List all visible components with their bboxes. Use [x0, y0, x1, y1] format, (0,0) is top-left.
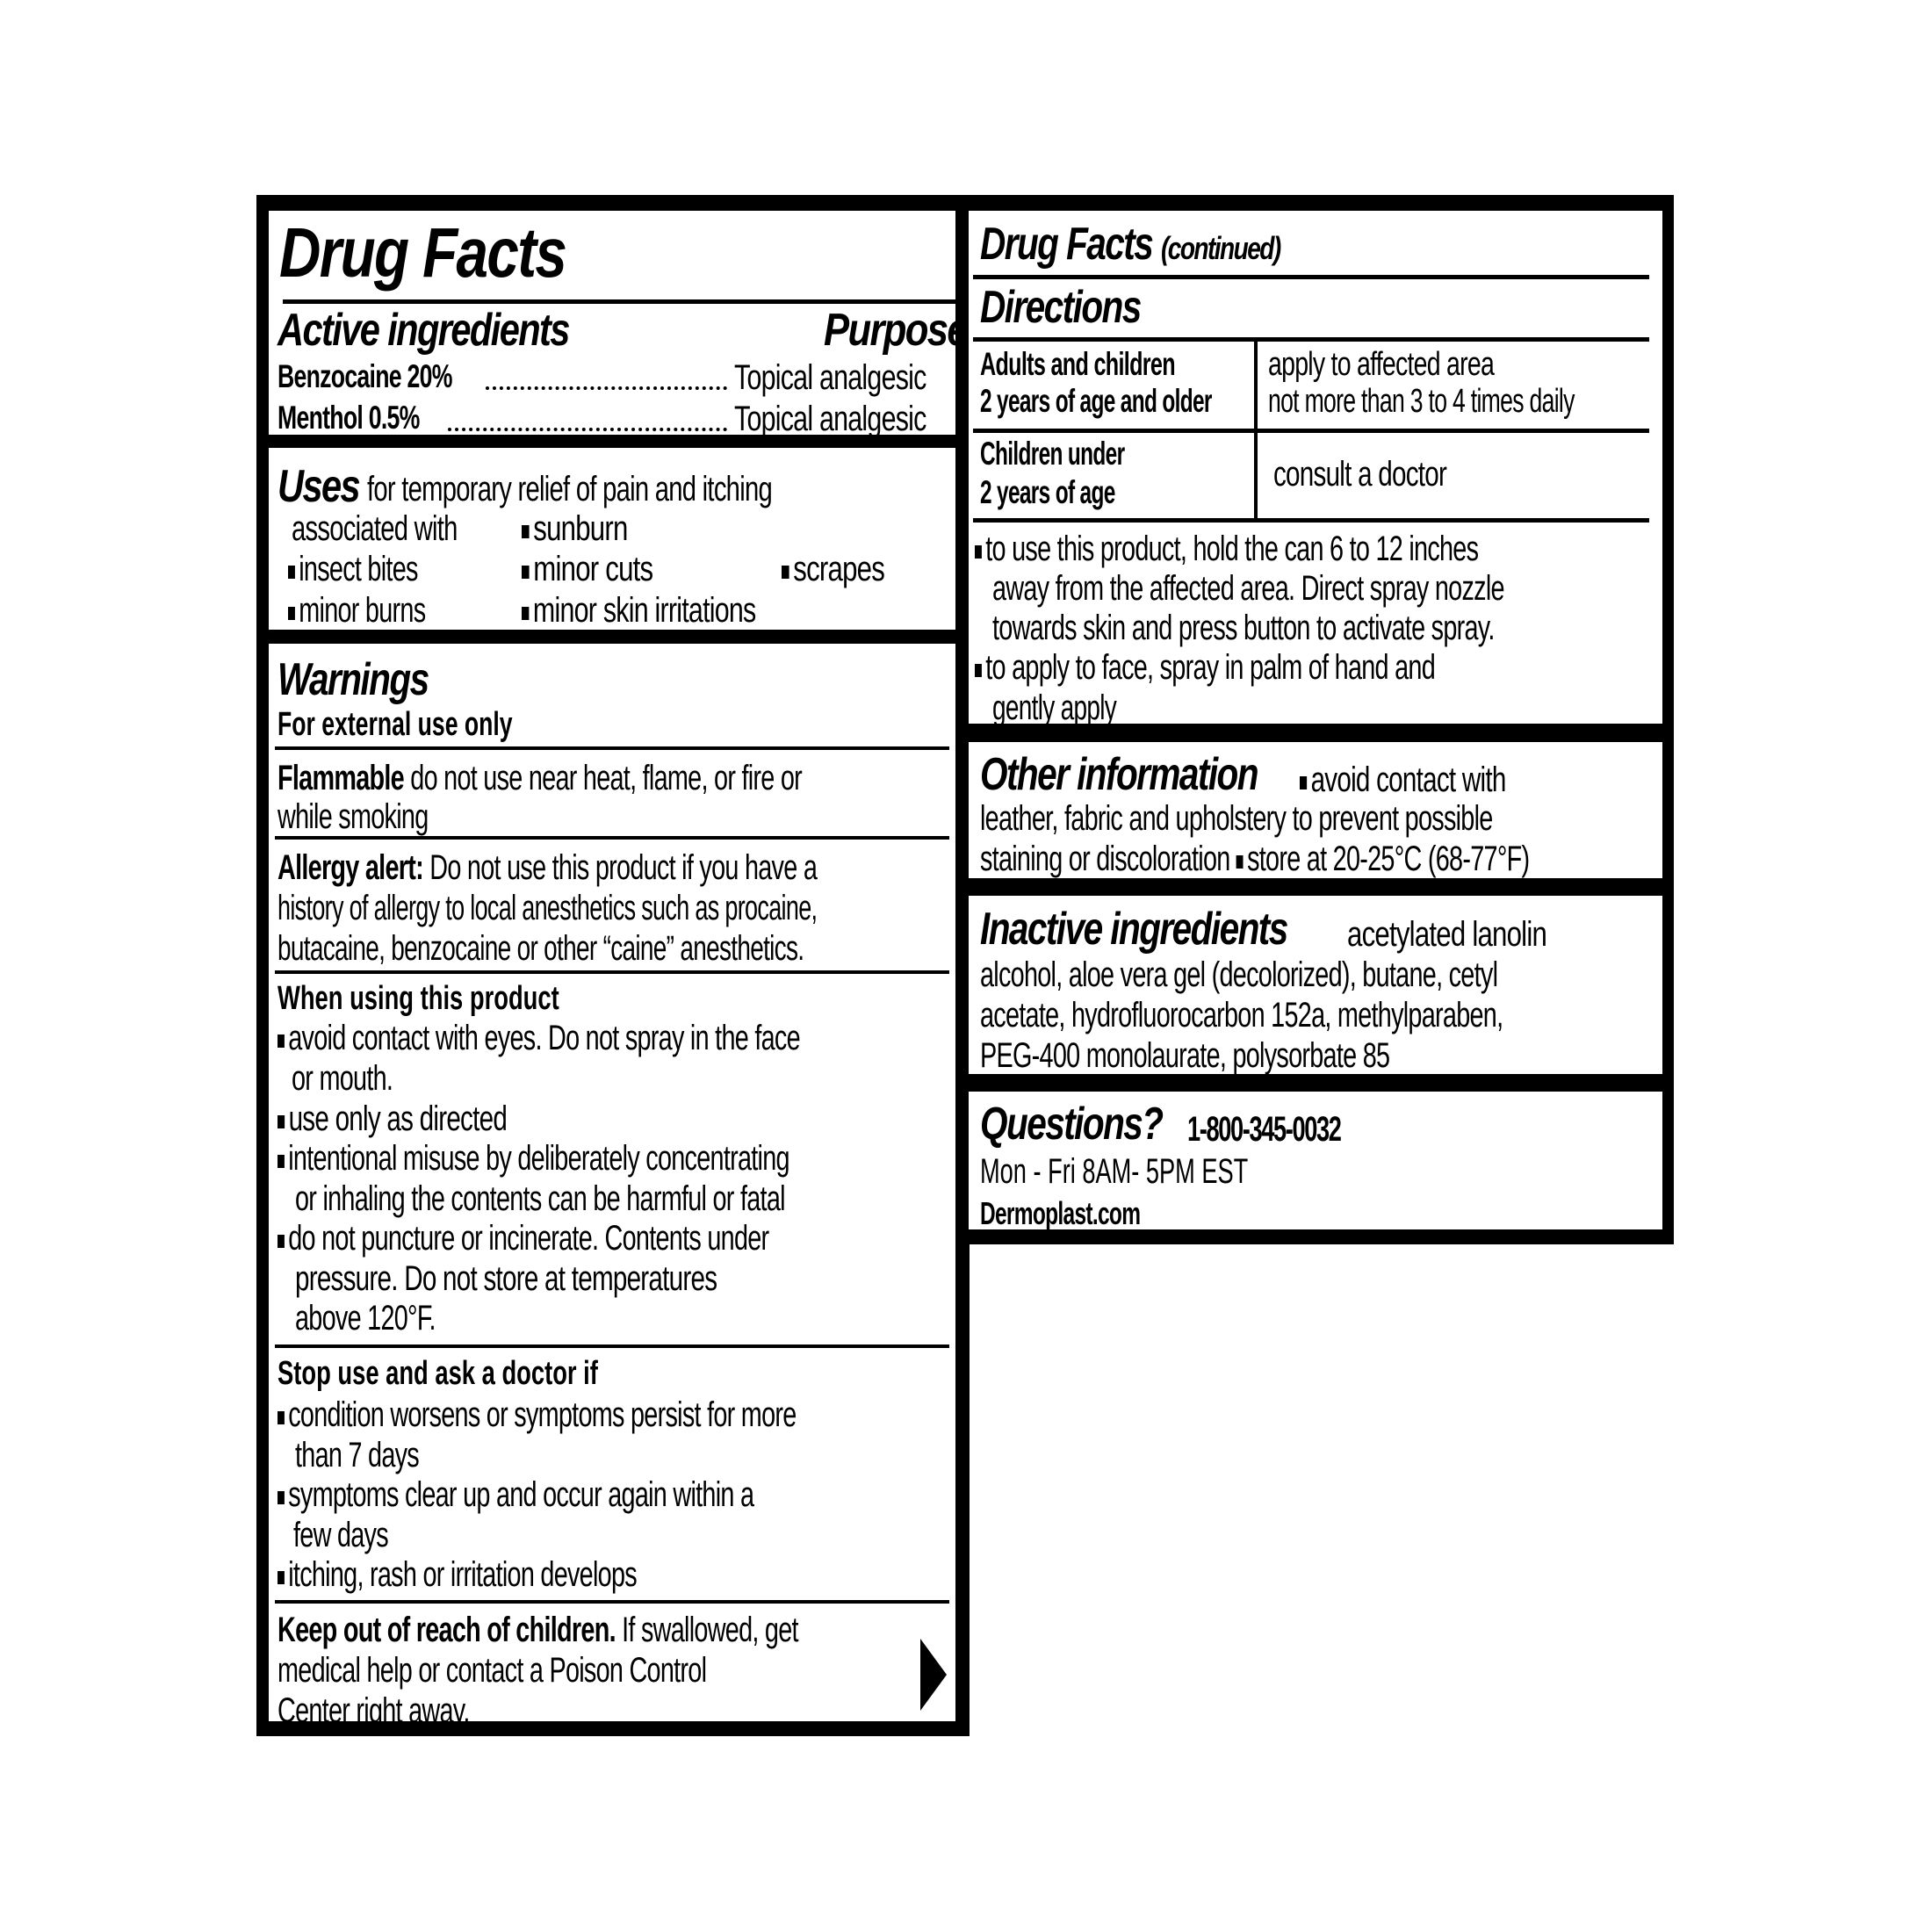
when-using-line: above 120°F. — [295, 1299, 436, 1337]
directions-what: not more than 3 to 4 times daily — [1268, 383, 1575, 420]
other-info-line: leather, fabric and upholstery to prevent possible — [980, 799, 1493, 838]
stop-use-heading: Stop use and ask a doctor if — [278, 1355, 598, 1392]
allergy-line-2: history of allergy to local anesthetics such as procaine, — [278, 889, 818, 927]
directions-line: to apply to face, spray in palm of hand and — [975, 650, 1435, 685]
directions-heading: Directions — [980, 282, 1141, 333]
directions-what: consult a doctor — [1273, 455, 1447, 494]
questions-heading: Questions? — [980, 1099, 1163, 1150]
leader-dots — [448, 428, 727, 431]
other-information-heading: Other information — [980, 749, 1258, 800]
when-using-line: avoid contact with eyes. Do not spray in the face — [278, 1020, 800, 1056]
inactive-line: acetylated lanolin — [1347, 915, 1547, 954]
questions-hours: Mon - Fri 8AM- 5PM EST — [980, 1152, 1249, 1191]
flammable-line-1: Flammable do not use near heat, flame, or fire or — [278, 759, 803, 797]
allergy-line-1: Allergy alert: Do not use this product if you have a — [278, 848, 818, 887]
active-ingredients-heading: Active ingredients — [278, 305, 569, 356]
uses-intro: for temporary relief of pain and itching — [367, 470, 772, 508]
ingredient-name: Menthol 0.5% — [278, 400, 420, 436]
ingredient-name: Benzocaine 20% — [278, 358, 452, 394]
stop-use-line: itching, rash or irritation develops — [278, 1557, 637, 1592]
when-using-line: intentional misuse by deliberately concentrating — [278, 1141, 789, 1176]
stop-use-line: condition worsens or symptoms persist for more — [278, 1397, 797, 1432]
use-item: minor burns — [288, 593, 425, 628]
stop-use-line: few days — [293, 1516, 388, 1554]
when-using-line: or inhaling the contents can be harmful or fatal — [295, 1179, 785, 1218]
use-item: sunburn — [522, 511, 628, 546]
use-item: minor skin irritations — [522, 593, 755, 628]
use-item: minor cuts — [522, 551, 652, 587]
directions-line: away from the affected area. Direct spray nozzle — [992, 569, 1504, 608]
inactive-line: acetate, hydrofluorocarbon 152a, methylparaben, — [980, 996, 1503, 1034]
inactive-line: alcohol, aloe vera gel (decolorized), butane, cetyl — [980, 955, 1498, 994]
use-item: insect bites — [288, 551, 418, 587]
ingredient-purpose: Topical analgesic — [734, 400, 926, 438]
questions-website[interactable]: Dermoplast.com — [980, 1195, 1141, 1231]
when-using-line: or mouth. — [292, 1059, 393, 1098]
directions-who: 2 years of age and older — [980, 383, 1212, 419]
other-info-line: staining or discoloration store at 20-25°C (68-77°F) — [980, 840, 1530, 878]
directions-what: apply to affected area — [1268, 346, 1495, 383]
directions-who: Children under — [980, 436, 1125, 472]
uses-heading: Uses — [278, 461, 360, 512]
purpose-heading: Purpose — [824, 305, 968, 356]
stop-use-line: symptoms clear up and occur again within a — [278, 1477, 753, 1512]
title-rule — [283, 299, 955, 304]
warnings-rule — [275, 1600, 949, 1604]
continue-arrow-icon — [919, 1639, 948, 1711]
inactive-ingredients-heading: Inactive ingredients — [980, 904, 1287, 955]
keep-out-line-3: Center right away. — [278, 1691, 470, 1730]
inactive-line: PEG-400 monolaurate, polysorbate 85 — [980, 1036, 1390, 1075]
warnings-heading: Warnings — [278, 654, 429, 705]
when-using-line: pressure. Do not store at temperatures — [295, 1259, 717, 1298]
directions-who: Adults and children — [980, 346, 1175, 382]
directions-line: to use this product, hold the can 6 to 12 inches — [975, 531, 1478, 566]
leader-dots — [486, 386, 727, 390]
allergy-line-3: butacaine, benzocaine or other “caine” anesthetics. — [278, 929, 804, 968]
external-use-only: For external use only — [278, 706, 513, 743]
warnings-rule — [275, 836, 949, 840]
when-using-line: do not puncture or incinerate. Contents under — [278, 1221, 768, 1256]
uses-associated: associated with — [292, 509, 458, 548]
warnings-rule — [275, 970, 949, 974]
table-rule — [973, 429, 1649, 433]
stop-use-line: than 7 days — [295, 1436, 419, 1474]
ingredient-purpose: Topical analgesic — [734, 358, 926, 397]
drug-facts-continued-title: Drug Facts (continued) — [980, 219, 1280, 270]
directions-line: gently apply — [992, 688, 1117, 727]
other-info-line: avoid contact with — [1300, 762, 1506, 797]
use-item: scrapes — [782, 551, 884, 587]
warnings-rule — [275, 1344, 949, 1348]
table-rule — [973, 518, 1649, 523]
when-using-line: use only as directed — [278, 1101, 507, 1136]
when-using-heading: When using this product — [278, 980, 559, 1017]
drug-facts-title: Drug Facts — [279, 213, 566, 292]
directions-who: 2 years of age — [980, 474, 1115, 510]
flammable-line-2: while smoking — [278, 797, 429, 836]
questions-phone[interactable]: 1-800-345-0032 — [1187, 1110, 1341, 1149]
title-rule — [973, 275, 1649, 279]
keep-out-line-1: Keep out of reach of children. If swallowed, get — [278, 1611, 798, 1649]
warnings-rule — [275, 746, 949, 750]
keep-out-line-2: medical help or contact a Poison Control — [278, 1651, 707, 1690]
directions-line: towards skin and press button to activate spray. — [992, 609, 1495, 647]
table-rule — [973, 337, 1649, 342]
